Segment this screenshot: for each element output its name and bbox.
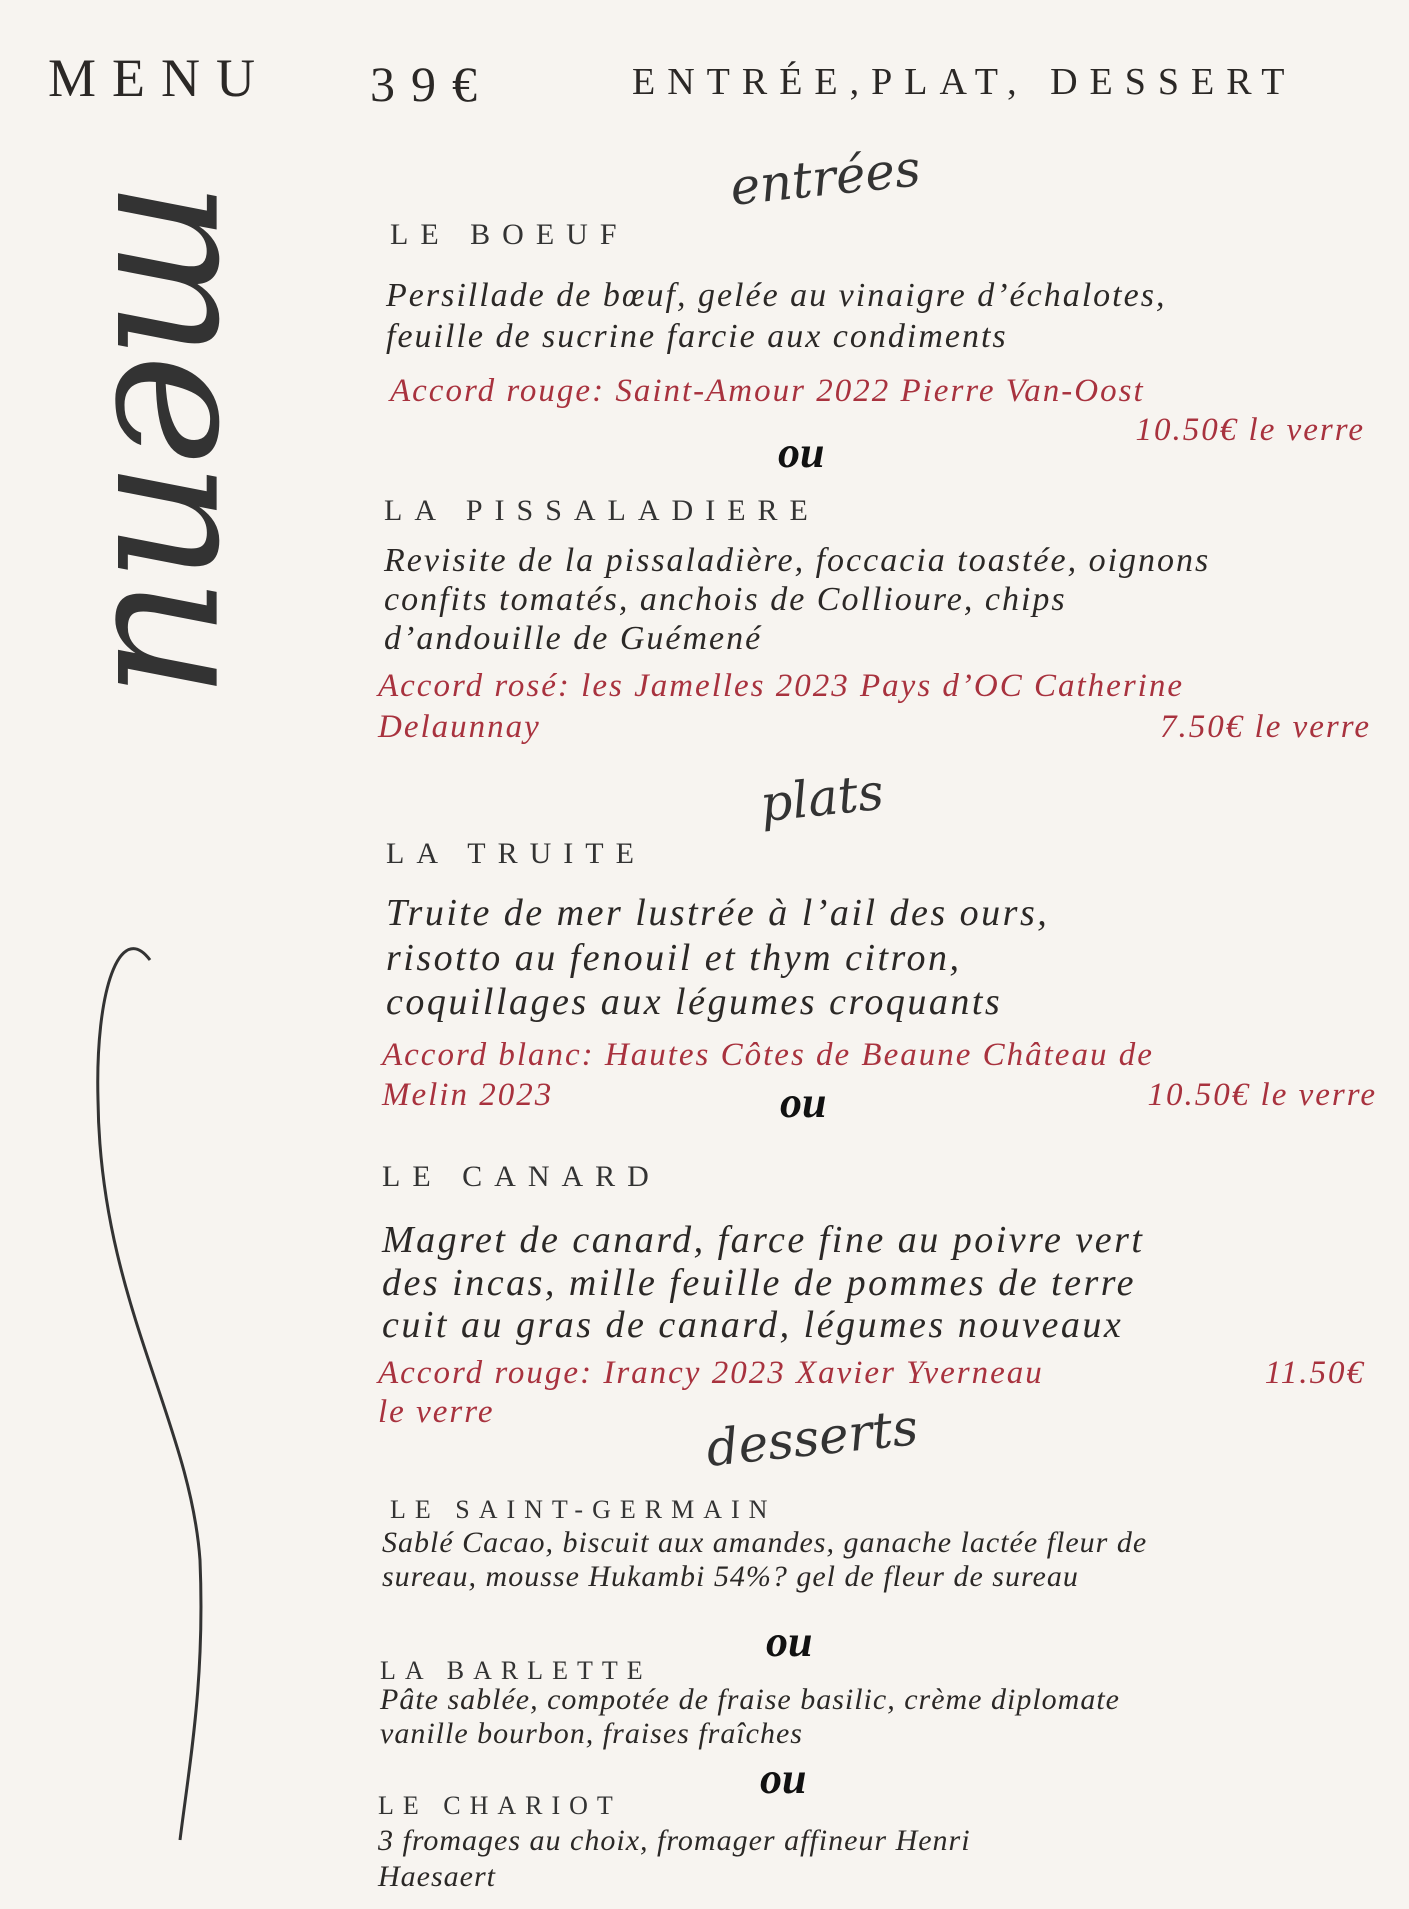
wine-price: 11.50€ (1264, 1355, 1365, 1391)
dish-desc: coquillages aux légumes croquants (386, 981, 1003, 1023)
wine-pairing: Accord rosé: les Jamelles 2023 Pays d’OC Catherine (378, 668, 1184, 704)
dish-desc: Persillade de bœuf, gelée au vinaigre d’échalotes, (386, 277, 1167, 314)
dish-name: LA PISSALADIERE (384, 494, 820, 527)
header-menu: MENU (48, 48, 271, 108)
dish-desc: confits tomatés, anchois de Collioure, chips (384, 581, 1067, 618)
dish-desc: feuille de sucrine farcie aux condiments (386, 318, 1008, 355)
dish-desc: des incas, mille feuille de pommes de terre (382, 1262, 1137, 1304)
dish-desc: sureau, mousse Hukambi 54%? gel de fleur de sureau (382, 1560, 1079, 1593)
separator-ou: ou (766, 1617, 813, 1666)
dish-desc: Truite de mer lustrée à l’ail des ours, (386, 892, 1050, 934)
wine-pairing: Melin 2023 (382, 1077, 554, 1113)
menu-script-decoration (0, 0, 294, 1909)
dish-desc: Revisite de la pissaladière, foccacia toastée, oignons (384, 542, 1211, 579)
dish-name: LE BOEUF (390, 218, 629, 251)
dish-desc: vanille bourbon, fraises fraîches (380, 1717, 803, 1750)
dish-name: LE CHARIOT (378, 1791, 622, 1820)
section-title-entrees: entrées (727, 139, 924, 217)
wine-pairing: Accord blanc: Hautes Côtes de Beaune Château de (382, 1037, 1154, 1073)
dish-name: LA TRUITE (386, 837, 646, 870)
dish-desc: risotto au fenouil et thym citron, (386, 937, 962, 979)
header-price: 39€ (370, 56, 493, 112)
script-tail-line (98, 949, 201, 1840)
wine-price: 7.50€ le verre (1160, 709, 1371, 745)
wine-pairing: Delaunnay (378, 709, 541, 745)
dish-name: LE SAINT-GERMAIN (390, 1495, 777, 1524)
wine-price: 10.50€ le verre (1147, 1077, 1377, 1113)
dish-name: LA BARLETTE (380, 1656, 652, 1685)
dish-desc: Sablé Cacao, biscuit aux amandes, ganache lactée fleur de (382, 1526, 1148, 1559)
dish-desc: d’andouille de Guémené (384, 620, 763, 657)
side-title: menu (73, 180, 294, 694)
wine-price: 10.50€ le verre (1135, 412, 1365, 448)
separator-ou: ou (780, 1078, 827, 1127)
dish-desc: Haesaert (378, 1860, 496, 1893)
dish-desc: cuit au gras de canard, légumes nouveaux (382, 1304, 1124, 1346)
dish-name: LE CANARD (382, 1160, 661, 1193)
wine-pairing: Accord rouge: Saint-Amour 2022 Pierre Van-Oost (390, 373, 1145, 409)
header-formula: ENTRÉE,PLAT, DESSERT (632, 61, 1297, 103)
wine-pairing: le verre (378, 1394, 495, 1430)
section-title-desserts: desserts (703, 1398, 921, 1478)
separator-ou: ou (760, 1754, 807, 1803)
dish-desc: Magret de canard, farce fine au poivre vert (382, 1219, 1145, 1261)
section-title-plats: plats (757, 762, 887, 834)
dish-desc: 3 fromages au choix, fromager affineur Henri (378, 1824, 971, 1857)
dish-desc: Pâte sablée, compotée de fraise basilic, crème diplomate (380, 1683, 1120, 1716)
separator-ou: ou (778, 428, 825, 477)
wine-pairing: Accord rouge: Irancy 2023 Xavier Yverneau (378, 1355, 1044, 1391)
